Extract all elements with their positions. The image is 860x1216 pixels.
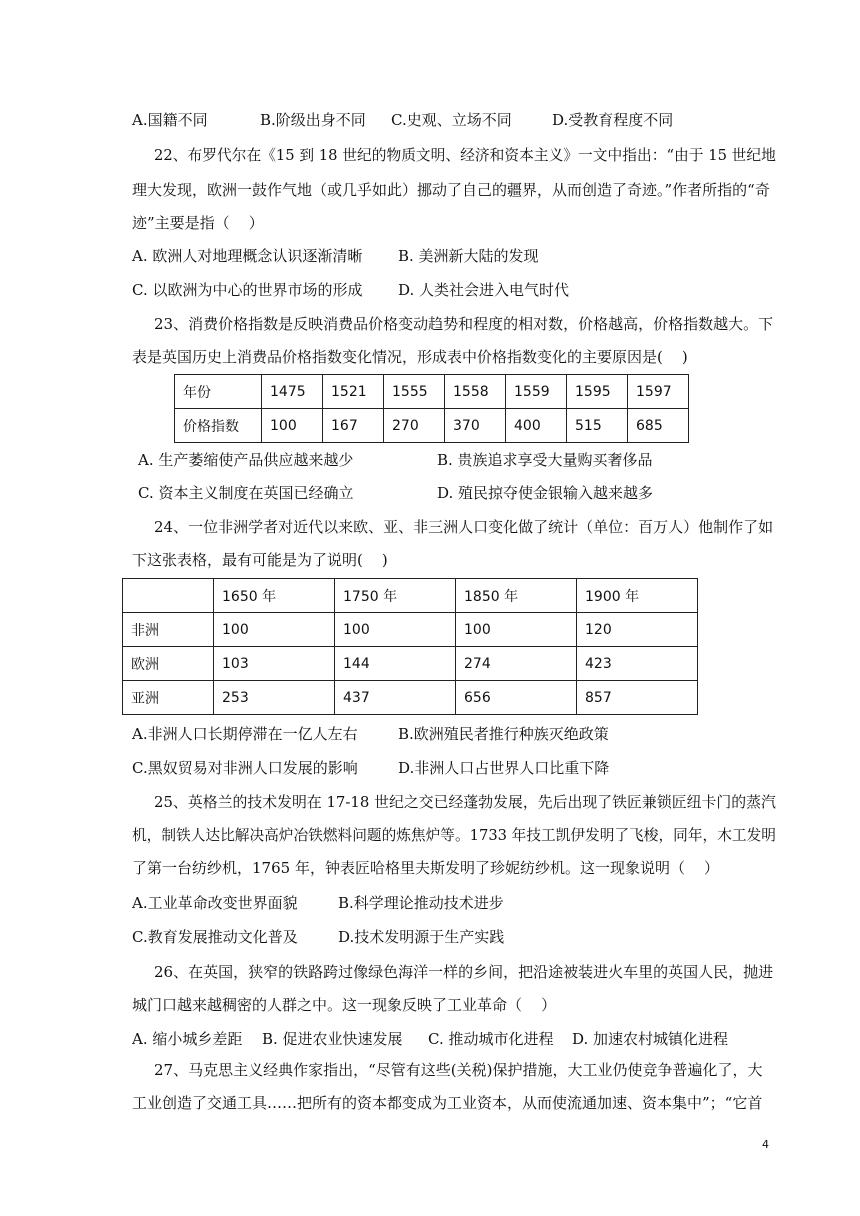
table-cell: 857 [577,681,698,715]
q23-stem-line-2: 表是英国历史上消费品价格指数变化情况，形成表中价格指数变化的主要原因是( ) [132,348,688,366]
table-cell: 270 [384,409,445,443]
table-cell: 1900 年 [577,579,698,613]
table-cell: 1595 [567,375,628,409]
table-cell: 年份 [175,375,262,409]
q25-option-c: C.教育发展推动文化普及 [132,928,298,946]
table-cell: 100 [456,613,577,647]
q22-stem-line-1: 22、布罗代尔在《15 到 18 世纪的物质文明、经济和资本主义》一文中指出：“由于 15 世纪地 [154,146,776,164]
table-row [123,613,698,647]
table-cell: 167 [323,409,384,443]
q27-stem-line-1: 27、马克思主义经典作家指出，“尽管有这些(关税)保护措施，大工业仍使竞争普遍化了，大 [154,1061,763,1079]
table-cell [123,579,214,613]
table-cell: 1850 年 [456,579,577,613]
q24-stem-line-1: 24、一位非洲学者对近代以来欧、亚、非三洲人口变化做了统计（单位：百万人）他制作了如 [154,518,774,536]
table-cell: 253 [214,681,335,715]
table-row [123,579,698,613]
q24-option-a: A.非洲人口长期停滞在一亿人左右 [132,725,358,743]
q21-option-b: B.阶级出身不同 [260,111,366,129]
q23-option-b: B. 贵族追求享受大量购买奢侈品 [437,451,653,469]
table-cell: 100 [335,613,456,647]
q25-stem-line-3: 了第一台纺纱机，1765 年，钟表匠哈格里夫斯发明了珍妮纺纱机。这一现象说明（ ） [132,859,720,877]
table-cell: 100 [214,613,335,647]
q23-option-a: A. 生产萎缩使产品供应越来越少 [138,451,354,469]
q23-option-d: D. 殖民掠夺使金银输入越来越多 [437,484,654,502]
q26-option-c: C. 推动城市化进程 [428,1030,554,1048]
price-index-table [174,374,689,443]
q24-option-b: B.欧洲殖民者推行种族灭绝政策 [398,725,609,743]
table-cell: 1650 年 [214,579,335,613]
table-cell: 685 [628,409,689,443]
q21-option-d: D.受教育程度不同 [552,111,674,129]
q22-stem-line-3: 迹”主要是指（ ） [132,214,264,232]
q25-option-b: B.科学理论推动技术进步 [338,894,504,912]
q25-stem-line-2: 机，制铁人达比解决高炉冶铁燃料问题的炼焦炉等。1733 年技工凯伊发明了飞梭，同年，木工发明 [132,826,776,844]
table-cell: 1521 [323,375,384,409]
q26-option-b: B. 促进农业快速发展 [262,1030,403,1048]
q25-option-a: A.工业革命改变世界面貌 [132,894,298,912]
table-cell: 1559 [506,375,567,409]
q26-option-a: A. 缩小城乡差距 [132,1030,243,1048]
q23-stem-line-1: 23、消费价格指数是反映消费品价格变动趋势和程度的相对数，价格越高，价格指数越大。下 [154,315,774,333]
table-cell: 非洲 [123,613,214,647]
q21-option-a: A.国籍不同 [132,111,208,129]
q24-option-c: C.黑奴贸易对非洲人口发展的影响 [132,759,358,777]
page-number: 4 [762,1138,769,1151]
table-row [175,375,689,409]
q26-stem-line-1: 26、在英国，狭窄的铁路跨过像绿色海洋一样的乡间，把沿途被装进火车里的英国人民，抛进 [154,963,774,981]
population-table [122,578,698,715]
table-cell: 价格指数 [175,409,262,443]
table-cell: 423 [577,647,698,681]
table-cell: 1555 [384,375,445,409]
table-row [123,681,698,715]
table-cell: 656 [456,681,577,715]
table-cell: 1750 年 [335,579,456,613]
table-cell: 1558 [445,375,506,409]
q27-stem-line-2: 工业创造了交通工具……把所有的资本都变成为工业资本，从而使流通加速、资本集中”；“它首 [132,1094,763,1112]
table-row [123,647,698,681]
q22-option-d: D. 人类社会进入电气时代 [398,281,570,299]
table-cell: 370 [445,409,506,443]
q24-stem-line-2: 下这张表格，最有可能是为了说明( ) [132,551,388,569]
q21-option-c: C.史观、立场不同 [391,111,512,129]
table-cell: 1597 [628,375,689,409]
q24-option-d: D.非洲人口占世界人口比重下降 [398,759,610,777]
table-cell: 515 [567,409,628,443]
table-cell: 400 [506,409,567,443]
q22-option-c: C. 以欧洲为中心的世界市场的形成 [132,281,363,299]
table-cell: 100 [262,409,323,443]
table-cell: 1475 [262,375,323,409]
q23-option-c: C. 资本主义制度在英国已经确立 [138,484,354,502]
q26-stem-line-2: 城门口越来越稠密的人群之中。这一现象反映了工业革命（ ） [132,996,557,1014]
table-cell: 437 [335,681,456,715]
q22-stem-line-2: 理大发现，欧洲一鼓作气地（或几乎如此）挪动了自己的疆界，从而创造了奇迹。”作者所指的“奇 [132,181,770,199]
table-row [175,409,689,443]
table-cell: 103 [214,647,335,681]
q22-option-b: B. 美洲新大陆的发现 [398,247,539,265]
table-cell: 欧洲 [123,647,214,681]
table-cell: 亚洲 [123,681,214,715]
table-cell: 274 [456,647,577,681]
q26-option-d: D. 加速农村城镇化进程 [572,1030,729,1048]
table-cell: 120 [577,613,698,647]
q25-stem-line-1: 25、英格兰的技术发明在 17-18 世纪之交已经蓬勃发展，先后出现了铁匠兼锁匠纽卡门的蒸汽 [154,793,776,811]
q22-option-a: A. 欧洲人对地理概念认识逐渐清晰 [132,247,363,265]
q25-option-d: D.技术发明源于生产实践 [338,928,505,946]
table-cell: 144 [335,647,456,681]
